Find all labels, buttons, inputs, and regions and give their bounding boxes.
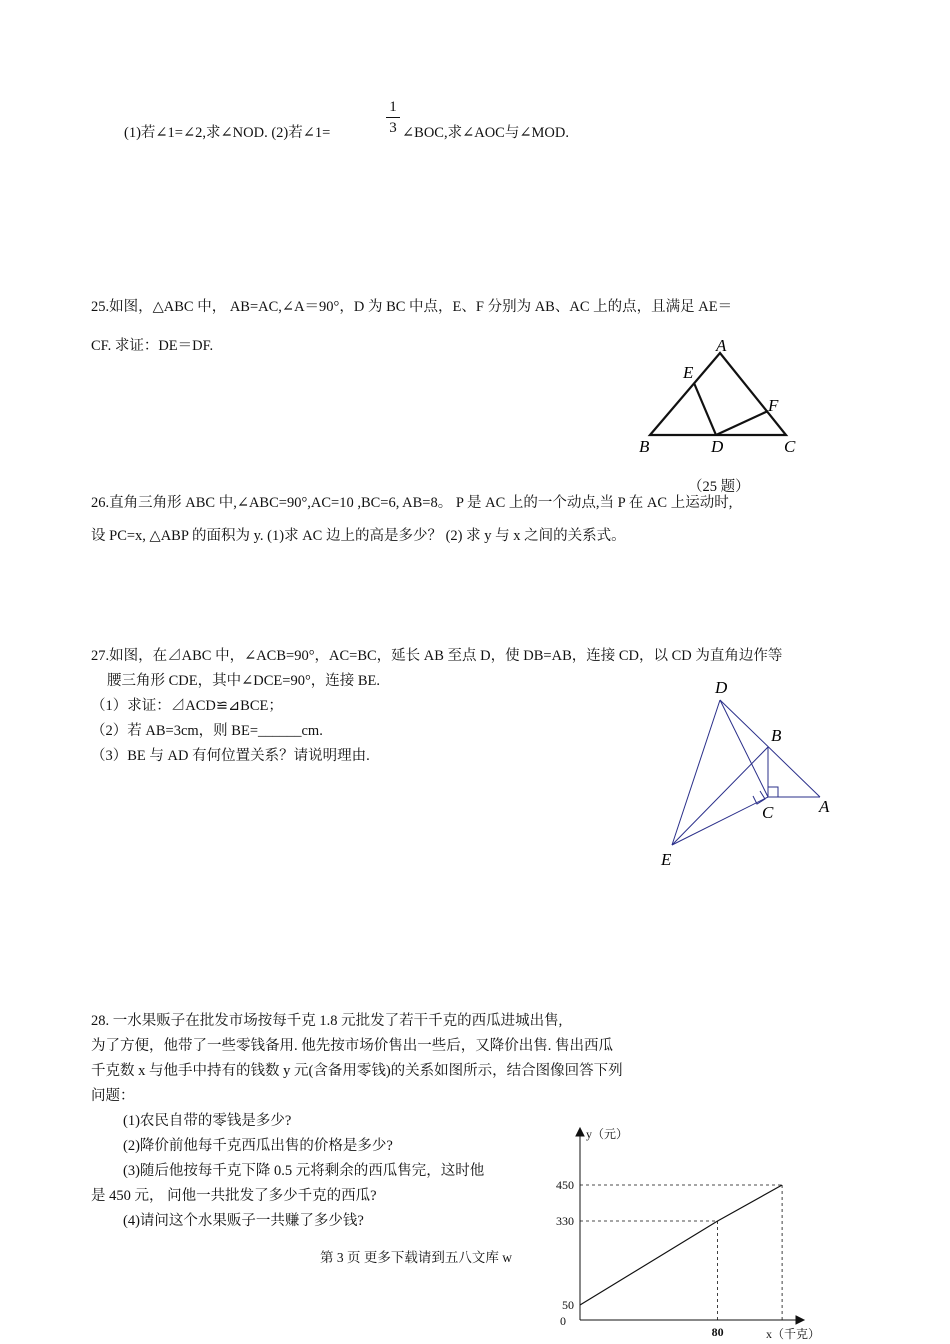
q25-line2: CF. 求证：DE＝DF. [91,338,214,354]
chart-y-tick-450: 450 [556,1178,574,1192]
chart-x-arrow [796,1316,804,1324]
q27-triangle-figure [650,675,850,875]
q28-line2: 为了方便，他带了一些零钱备用. 他先按市场价售出一些后，又降价出售. 售出西瓜 [91,1038,613,1054]
fraction-denominator: 3 [389,120,397,136]
q24-text-part1: (1)若∠1=∠2,求∠NOD. (2)若∠1= [124,125,331,141]
q26-line1: 26.直角三角形 ABC 中,∠ABC=90°,AC=10 ,BC=6, AB=8。 P 是 AC 上的一个动点,当 P 在 AC 上运动时, [91,495,733,511]
q28-item3: (3)随后他按每千克下降 0.5 元将剩余的西瓜售完，这时他 [123,1163,485,1179]
q25-triangle-figure [630,335,810,465]
q27-item1: （1）求证：⊿ACD≌⊿BCE； [91,698,283,714]
q28-item2: (2)降价前他每千克西瓜出售的价格是多少? [123,1138,393,1154]
fraction-numerator: 1 [389,99,397,115]
q28-item3b: 是 450 元， 问他一共批发了多少千克的西瓜? [91,1188,377,1204]
q27-line1: 27.如图，在⊿ABC 中，∠ACB=90°，AC=BC，延长 AB 至点 D，使 DB=AB，连接 CD，以 CD 为直角边作等 [91,648,783,664]
q28-item1: (1)农民自带的零钱是多少? [123,1113,292,1129]
q27-line2: 腰三角形 CDE，其中∠DCE=90°，连接 BE. [107,673,381,689]
q28-item4: (4)请问这个水果贩子一共赚了多少钱? [123,1213,364,1229]
q27-label-e: E [661,850,672,869]
q28-line1: 28. 一水果贩子在批发市场按每千克 1.8 元批发了若干千克的西瓜进城出售, [91,1013,563,1029]
q27-item2: （2）若 AB=3cm，则 BE=______cm. [91,723,323,739]
chart-x-tick-80: 80 [711,1325,724,1339]
chart-y-arrow [576,1128,584,1136]
q25-label-a: A [716,336,727,355]
q25-label-c: C [784,437,796,456]
q28-line3: 千克数 x 与他手中持有的钱数 y 元(含备用零钱)的关系如图所示，结合图像回答下列 [91,1063,623,1079]
q24-text-part2: ∠BOC,求∠AOC与∠MOD. [402,125,569,141]
q25-line1: 25.如图，△ABC 中， AB=AC,∠A＝90°，D 为 BC 中点，E、F 分别为 AB、AC 上的点，且满足 AE＝ [91,299,733,315]
q25-label-e: E [683,363,694,382]
q25-label-f: F [768,396,779,415]
chart-y-tick-330: 330 [556,1214,574,1228]
q27-item3: （3）BE 与 AD 有何位置关系？请说明理由. [91,748,370,764]
q27-label-b: B [771,726,782,745]
fraction-one-third [386,98,400,137]
q25-caption: （25 题） [688,479,750,495]
chart-series-line-0 [580,1185,782,1305]
q28-line4: 问题： [91,1088,135,1104]
q25-label-d: D [711,437,724,456]
q27-label-a: A [819,797,830,816]
q27-label-c: C [762,803,774,822]
chart-y-tick-50: 50 [562,1298,574,1312]
q25-label-b: B [639,437,650,456]
page-footer: 第 3 页 更多下载请到五八文库 w [320,1250,512,1265]
chart-x-label: x（千克） [766,1327,821,1341]
chart-y-label: y（元） [586,1127,629,1141]
q27-label-d: D [715,678,728,697]
chart-origin-label: 0 [560,1314,566,1328]
q28-chart [540,1120,840,1344]
q26-line2: 设 PC=x, △ABP 的面积为 y. (1)求 AC 边上的高是多少？ (2) 求 y 与 x 之间的关系式。 [91,528,626,544]
